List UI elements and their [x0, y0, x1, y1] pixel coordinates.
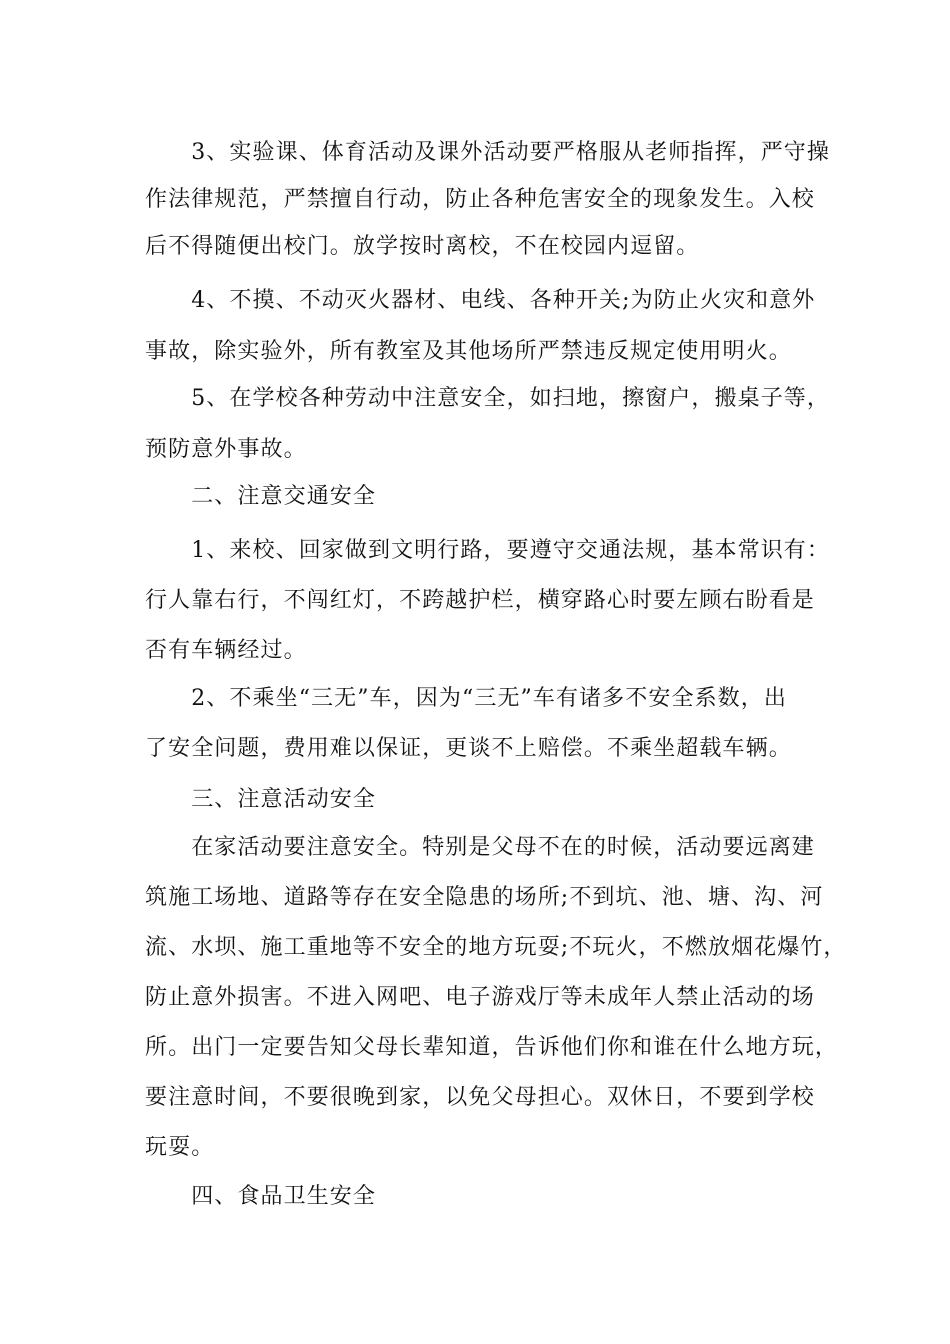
text-line: 筑施工场地、道路等存在安全隐患的场所;不到坑、池、塘、沟、河 [145, 885, 824, 910]
text-line: 了安全问题，费用难以保证，更谈不上赔偿。不乘坐超载车辆。 [145, 736, 792, 761]
text-line: 防止意外损害。不进入网吧、电子游戏厅等未成年人禁止活动的场 [145, 985, 815, 1010]
para-school-item-4 [145, 288, 815, 364]
text-line: 2、不乘坐“三无”车，因为“三无”车有诸多不安全系数，出 [145, 686, 787, 711]
text-line: 玩耍。 [145, 1135, 215, 1160]
text-line: 4、不摸、不动灭火器材、电线、各种开关;为防止火灾和意外 [145, 288, 816, 313]
text-line: 5、在学校各种劳动中注意安全，如扫地，擦窗户，搬桌子等， [145, 386, 830, 411]
text-line: 1、来校、回家做到文明行路，要遵守交通法规，基本常识有： [145, 538, 830, 563]
text-line: 3、实验课、体育活动及课外活动要严格服从老师指挥，严守操 [145, 140, 830, 165]
section-heading: 二、注意交通安全 [145, 484, 377, 509]
text-line: 在家活动要注意安全。特别是父母不在的时候，活动要远离建 [145, 835, 815, 860]
text-line: 要注意时间，不要很晚到家，以免父母担心。双休日，不要到学校 [145, 1085, 815, 1110]
para-traffic-item-1 [145, 538, 830, 663]
text-line: 后不得随便出校门。放学按时离校，不在校园内逗留。 [145, 234, 700, 259]
section-heading: 四、食品卫生安全 [145, 1184, 377, 1209]
para-school-item-5 [145, 386, 830, 462]
para-school-item-3 [145, 140, 830, 259]
heading-food-safety [145, 1184, 376, 1209]
para-activity-body [145, 835, 847, 1160]
para-traffic-item-2 [145, 686, 792, 761]
heading-traffic-safety [145, 484, 376, 509]
text-line: 事故，除实验外，所有教室及其他场所严禁违反规定使用明火。 [145, 339, 792, 364]
text-line: 行人靠右行，不闯红灯，不跨越护栏，横穿路心时要左顾右盼看是 [145, 588, 815, 613]
text-line: 作法律规范，严禁擅自行动，防止各种危害安全的现象发生。入校 [145, 187, 815, 212]
heading-activity-safety [145, 787, 376, 812]
section-heading: 三、注意活动安全 [145, 787, 377, 812]
text-line: 流、水坝、施工重地等不安全的地方玩耍;不玩火，不燃放烟花爆竹， [145, 935, 847, 960]
text-line: 否有车辆经过。 [145, 638, 307, 663]
text-line: 所。出门一定要告知父母长辈知道，告诉他们你和谁在什么地方玩， [145, 1035, 839, 1060]
text-line: 预防意外事故。 [145, 437, 307, 462]
